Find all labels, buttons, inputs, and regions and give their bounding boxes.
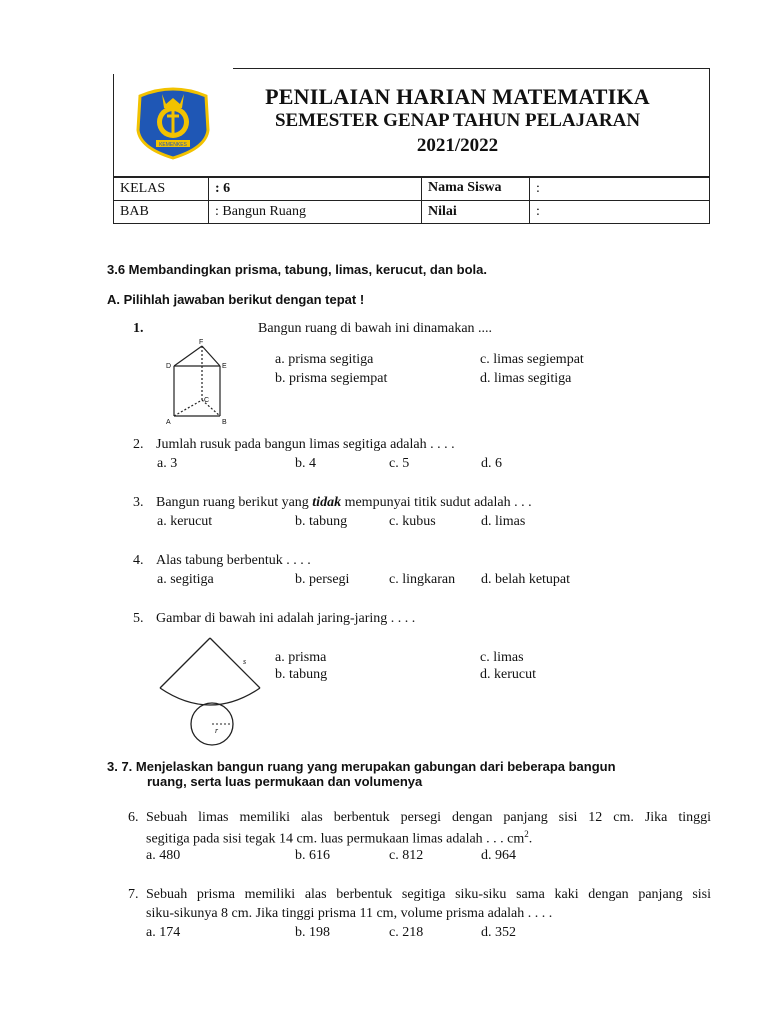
q3-option-c[interactable]: c. kubus xyxy=(389,514,436,529)
q5-number: 5. xyxy=(133,611,144,626)
q2-text: Jumlah rusuk pada bangun limas segitiga adalah . . . . xyxy=(156,437,455,452)
q6-line2: segitiga pada sisi tegak 14 cm. luas permukaan limas adalah . . . $cm^2$. xyxy=(146,829,533,847)
q5-option-c[interactable]: c. limas xyxy=(480,650,524,665)
kelas-value: : 6 xyxy=(209,178,422,201)
school-logo xyxy=(132,80,214,162)
q5-option-a[interactable]: a. prisma xyxy=(275,650,327,665)
q1-text: Bangun ruang di bawah ini dinamakan .... xyxy=(258,321,493,336)
q4-option-a[interactable]: a. segitiga xyxy=(157,572,214,587)
kelas-label: KELAS xyxy=(114,178,209,201)
q7-option-c[interactable]: c. 218 xyxy=(389,925,424,940)
q7-line2: siku-sikunya 8 cm. Jika tinggi prisma 11 cm, volume prisma adalah . . . . xyxy=(146,906,553,921)
q1-number: 1. xyxy=(133,321,144,336)
q7-option-a[interactable]: a. 174 xyxy=(146,925,181,940)
q4-number: 4. xyxy=(133,553,144,568)
q4-text: Alas tabung berbentuk . . . . xyxy=(156,553,311,568)
q5-text: Gambar di bawah ini adalah jaring-jaring . . . . xyxy=(156,611,416,626)
q1-option-a[interactable]: a. prisma segitiga xyxy=(275,352,374,367)
label-r: r xyxy=(215,726,219,735)
q2-option-d[interactable]: d. 6 xyxy=(481,456,502,471)
page-subtitle: SEMESTER GENAP TAHUN PELAJARAN xyxy=(274,110,641,131)
q1-option-d[interactable]: d. limas segitiga xyxy=(480,371,572,386)
label-A: A xyxy=(166,419,171,426)
label-B: B xyxy=(222,419,227,426)
triangular-prism-figure xyxy=(160,336,240,428)
q7-line1: Sebuah prisma memiliki alas berbentuk segitiga siku-siku sama kaki dengan panjang sisi xyxy=(146,887,711,902)
q3-number: 3. xyxy=(133,495,144,510)
q3-option-d[interactable]: d. limas xyxy=(481,514,526,529)
label-E: E xyxy=(222,363,227,370)
q3-option-b[interactable]: b. tabung xyxy=(295,514,348,529)
label-C: C xyxy=(204,397,210,404)
q7-number: 7. xyxy=(128,887,139,902)
q6-option-a[interactable]: a. 480 xyxy=(146,848,181,863)
label-s: s xyxy=(243,657,247,666)
bab-label: BAB xyxy=(114,201,209,224)
q4-option-c[interactable]: c. lingkaran xyxy=(389,572,456,587)
label-F: F xyxy=(199,339,204,346)
q3-text: Bangun ruang berikut yang tidak mempunyai titik sudut adalah . . . xyxy=(156,495,532,510)
nama-label: Nama Siswa xyxy=(422,178,530,201)
q5-option-d[interactable]: d. kerucut xyxy=(480,667,536,682)
school-year: 2021/2022 xyxy=(416,135,499,156)
nama-value[interactable]: : xyxy=(530,178,710,201)
header-notch xyxy=(113,68,233,74)
nilai-value[interactable]: : xyxy=(530,201,710,224)
q4-option-b[interactable]: b. persegi xyxy=(295,572,350,587)
nilai-label: Nilai xyxy=(422,201,530,224)
q1-option-c[interactable]: c. limas segiempat xyxy=(480,352,584,367)
q3-option-a[interactable]: a. kerucut xyxy=(157,514,213,529)
bab-value: : Bangun Ruang xyxy=(209,201,422,224)
q6-line1: Sebuah limas memiliki alas berbentuk persegi dengan panjang sisi 12 cm. Jika tinggi xyxy=(146,810,711,825)
section-heading-3-7: 3. 7. Menjelaskan bangun ruang yang merupakan gabungan dari beberapa bangun xyxy=(107,759,616,774)
label-D: D xyxy=(166,363,172,370)
q7-option-b[interactable]: b. 198 xyxy=(295,925,330,940)
q6-option-c[interactable]: c. 812 xyxy=(389,848,424,863)
cone-net-figure xyxy=(155,630,265,748)
section-heading-3-7-cont: ruang, serta luas permukaan dan volumenya xyxy=(147,774,423,789)
q6-number: 6. xyxy=(128,810,139,825)
q2-number: 2. xyxy=(133,437,144,452)
q4-option-d[interactable]: d. belah ketupat xyxy=(481,572,571,587)
q2-option-a[interactable]: a. 3 xyxy=(157,456,178,471)
q5-option-b[interactable]: b. tabung xyxy=(275,667,328,682)
q2-option-b[interactable]: b. 4 xyxy=(295,456,316,471)
section-heading-3-6: 3.6 Membandingkan prisma, tabung, limas, kerucut, dan bola. xyxy=(107,262,487,277)
q6-option-d[interactable]: d. 964 xyxy=(481,848,516,863)
q3-emphasis: tidak xyxy=(312,495,342,510)
q6-option-b[interactable]: b. 616 xyxy=(295,848,330,863)
q2-option-c[interactable]: c. 5 xyxy=(389,456,410,471)
q1-option-b[interactable]: b. prisma segiempat xyxy=(275,371,388,386)
instruction: A. Pilihlah jawaban berikut dengan tepat ! xyxy=(107,292,365,307)
q7-option-d[interactable]: d. 352 xyxy=(481,925,516,940)
page-title: PENILAIAN HARIAN MATEMATIKA xyxy=(265,84,650,109)
logo-text: KEMENKES xyxy=(159,142,187,148)
student-info-table xyxy=(113,177,710,224)
